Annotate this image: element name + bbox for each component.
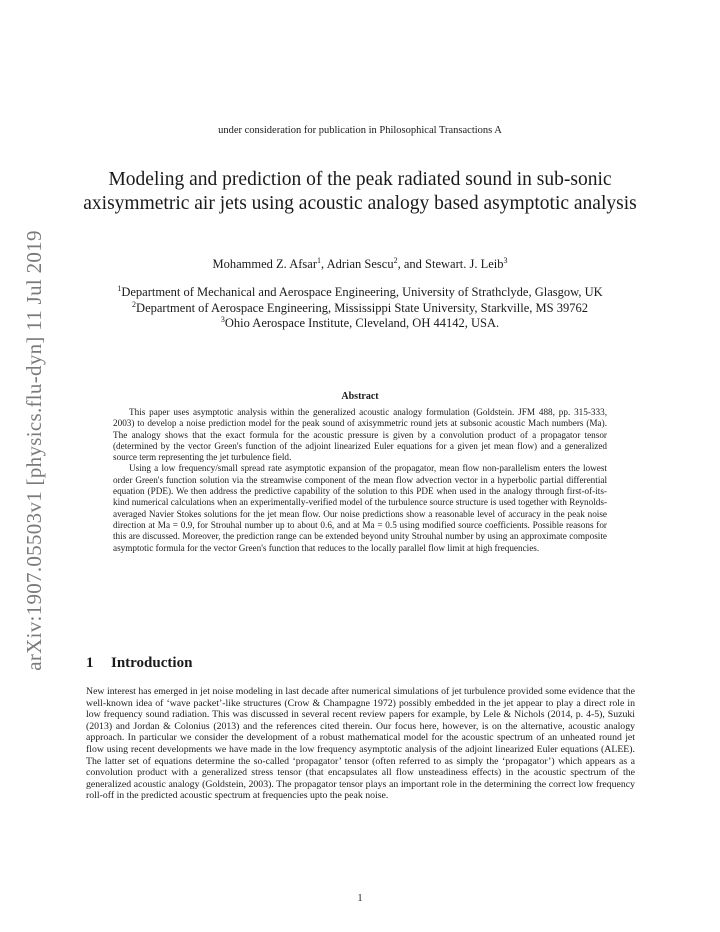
- author-separator: ,: [321, 257, 327, 271]
- section-number: 1: [86, 655, 94, 671]
- abstract-heading: Abstract: [341, 391, 379, 402]
- arxiv-side-stamp: [4, 229, 64, 671]
- author-affiliation-mark: 3: [503, 255, 508, 265]
- affiliation-mark: 1: [117, 283, 122, 293]
- page-number: 1: [357, 893, 363, 904]
- affiliation-text: Department of Aerospace Engineering, Mississippi State University, Starkville, MS 39762: [136, 300, 588, 315]
- affiliation-mark: 2: [132, 299, 137, 309]
- author-list: [0, 257, 720, 272]
- arxiv-identifier: arXiv:1907.05503v1 [physics.flu-dyn] 11 Jul 2019: [21, 229, 46, 671]
- author-name: Stewart. J. Leib: [425, 257, 504, 271]
- affiliation-1: [80, 285, 640, 301]
- affiliation-2: [80, 301, 640, 317]
- author-name: Mohammed Z. Afsar: [212, 257, 318, 271]
- affiliation-text: Ohio Aerospace Institute, Cleveland, OH 44142, USA.: [224, 316, 500, 330]
- affiliation-3: [80, 316, 640, 332]
- section-title: Introduction: [111, 655, 193, 671]
- abstract-paragraph: Using a low frequency/small spread rate asymptotic expansion of the propagator, mean flow non-parallelism enters the lowest order Green's function solution via the streamwise component of the mean flow advection vector in a hyperbolic partial differential equation (PDE). We then address the predictive capability of the solution to this PDE when used in the analogy through first-of-its-kind numerical calculations when an experimentally-verified model of the turbulence source structure is used together with Reynolds-averaged Navier Stokes solutions for the jet mean flow. Our noise predictions show a reasonable level of accuracy in the peak noise direction at Ma = 0.9, for Strouhal number up to about 0.6, and at Ma = 0.5 using modified source coefficients. Possible reasons for this are discussed. Moreover, the prediction range can be extended beyond unity Strouhal number by using an approximate composite asymptotic formula for the vector Green's function that reduces to the locally parallel flow limit at high frequencies.: [113, 463, 607, 553]
- publication-note: under consideration for publication in Philosophical Transactions A: [218, 125, 502, 136]
- affiliation-text: Department of Mechanical and Aerospace Engineering, University of Strathclyde, Glasgow, UK: [121, 285, 603, 299]
- author-affiliation-mark: 1: [317, 255, 322, 265]
- affiliation-list: [80, 285, 640, 332]
- author-name: Adrian Sescu: [326, 257, 394, 271]
- author-affiliation-mark: 2: [393, 255, 398, 265]
- paper-title: Modeling and prediction of the peak radiated sound in sub-sonic axisymmetric air jets using acoustic analogy based asymptotic analysis: [83, 169, 637, 214]
- introduction-paragraph: New interest has emerged in jet noise modeling in last decade after numerical simulations of jet turbulence provided some evidence that the well-known idea of ‘wave packet’-like structures (Crow & Champagne 1972) possibly embedded in the jet appear to play a direct role in low frequency sound radiation. This was discussed in several recent review papers for example, by Lele & Nichols (2014, p. 4-5), Suzuki (2013) and Jordan & Colonius (2013) and the references cited therein. Our focus here, however, is on the alternative, acoustic analogy approach. In particular we consider the development of a robust mathematical model for the acoustic spectrum of an unheated round jet flow using recent developments we have made in the low frequency asymptotic analysis of the adjoint linearized Euler equations (ALEE). The latter set of equations determine the so-called ‘propagator’ tensor (often referred to as simply the ‘propagator’) which appears as a convolution product with a generalized stress tensor (that encapsulates all flow unsteadiness effects) in the acoustic spectrum of the generalized acoustic analogy (Goldstein, 2003). The propagator tensor plays an important role in the determining the correct low frequency roll-off in the predicted acoustic spectrum at frequencies upto the peak noise.: [86, 686, 635, 802]
- author-separator: , and: [397, 257, 426, 271]
- abstract-body: [113, 407, 607, 554]
- section-heading: [86, 655, 192, 672]
- abstract-paragraph: This paper uses asymptotic analysis within the generalized acoustic analogy formulation (Goldstein. JFM 488, pp. 315-333, 2003) to develop a noise prediction model for the peak sound of axisymmetric round jets at subsonic acoustic Mach numbers (Ma). The analogy shows that the exact formula for the acoustic pressure is given by a convolution product of a propagator tensor (determined by the vector Green's function of the adjoint linearized Euler equations for a given jet mean flow) and a generalized source term representing the jet turbulence field.: [113, 407, 607, 463]
- affiliation-mark: 3: [220, 314, 225, 324]
